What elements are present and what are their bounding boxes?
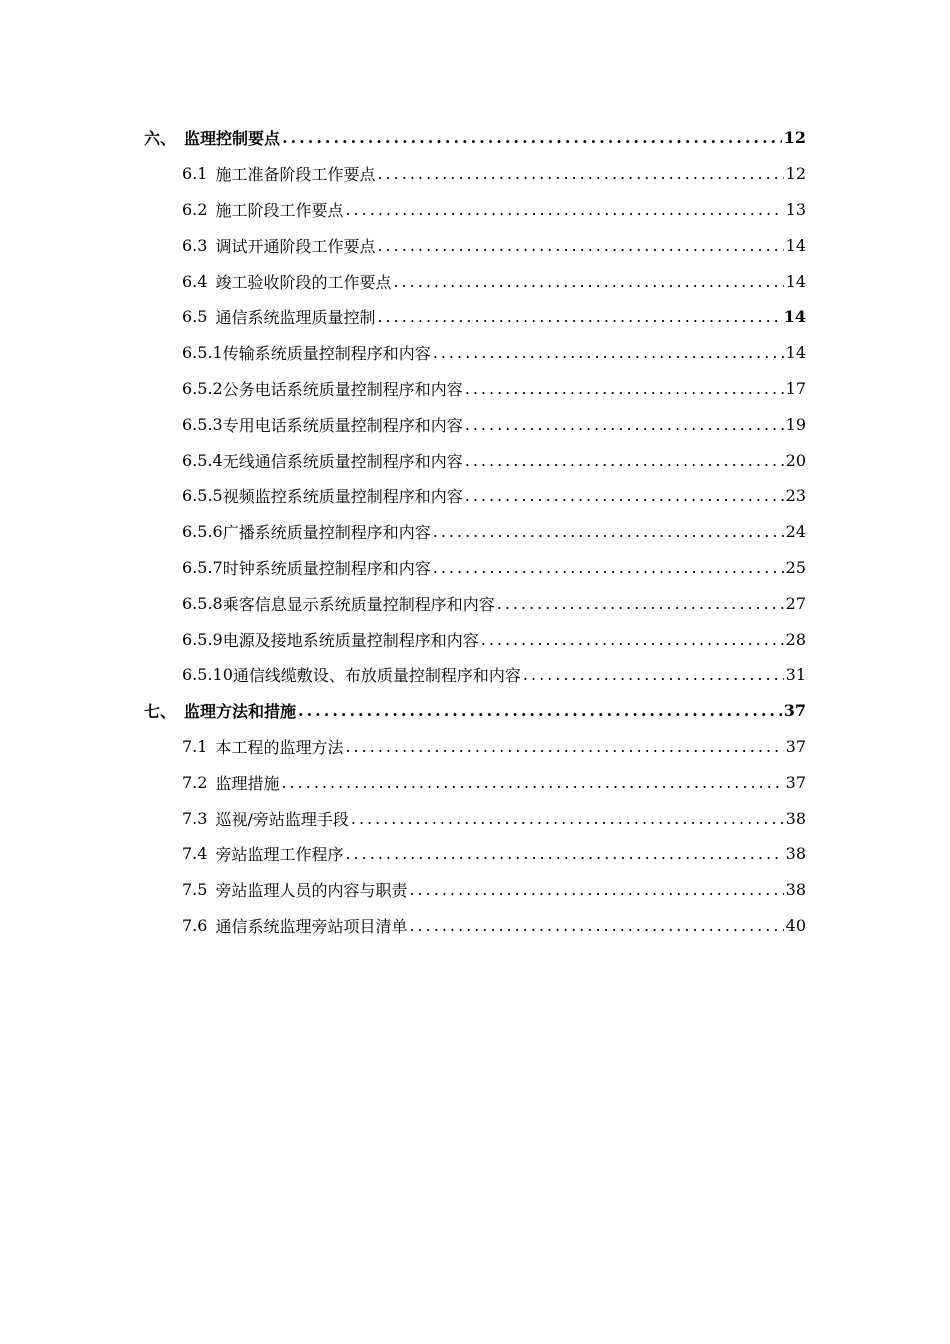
toc-entry-title: 公务电话系统质量控制程序和内容 [222,379,463,399]
toc-entry-title: 无线通信系统质量控制程序和内容 [222,451,463,471]
toc-entry-title: 电源及接地系统质量控制程序和内容 [222,630,479,650]
toc-page-number: 13 [785,199,806,219]
toc-entry-title: 旁站监理工作程序 [215,845,344,865]
toc-entry-number: 6.5.5 [182,486,223,506]
toc-dot-leader [377,164,783,183]
toc-section-entry[interactable] [0,657,806,693]
toc-chapter-entry[interactable] [0,120,806,156]
toc-page-number: 37 [783,701,806,721]
toc-section-entry[interactable] [0,514,806,550]
toc-dot-leader [281,773,783,792]
toc-entry-title: 监理控制要点 [184,129,281,149]
toc-entry-title: 视频监控系统质量控制程序和内容 [222,487,463,507]
toc-entry-title: 施工阶段工作要点 [215,200,344,220]
toc-entry-title: 调试开通阶段工作要点 [215,236,376,256]
toc-page-number: 38 [785,880,806,900]
toc-page-number: 14 [785,271,806,291]
toc-dot-leader [298,701,782,720]
toc-entry-title: 监理措施 [215,773,280,793]
toc-dot-leader [377,236,783,255]
toc-entry-title: 广播系统质量控制程序和内容 [222,523,431,543]
toc-page-number: 27 [785,593,806,613]
toc-dot-leader [351,809,784,828]
toc-entry-number: 6.5.1 [182,343,223,363]
toc-entry-title: 时钟系统质量控制程序和内容 [222,558,431,578]
toc-entry-number: 7.4 [182,844,208,864]
toc-dot-leader [465,451,784,470]
toc-page-number: 28 [785,629,806,649]
toc-entry-number: 6.5.6 [182,522,223,542]
toc-entry-number: 7.1 [182,736,208,756]
toc-page-number: 37 [785,736,806,756]
toc-section-entry[interactable] [0,550,806,586]
toc-entry-number: 6.5.8 [182,593,223,613]
toc-entry-title: 专用电话系统质量控制程序和内容 [222,415,463,435]
toc-entry-title: 竣工验收阶段的工作要点 [215,272,392,292]
toc-dot-leader [282,128,782,147]
toc-dot-leader [409,916,783,935]
toc-page-number: 31 [785,665,806,685]
toc-dot-leader [465,415,784,434]
toc-entry-number: 6.5.10 [182,665,233,685]
toc-page-number: 14 [783,307,806,327]
toc-entry-title: 本工程的监理方法 [215,737,344,757]
toc-page-number: 37 [785,772,806,792]
toc-entry-number: 7.5 [182,880,208,900]
toc-entry-number: 6.3 [182,235,208,255]
toc-section-entry[interactable] [0,335,806,371]
toc-section-entry[interactable] [0,764,806,800]
toc-entry-title: 通信线缆敷设、布放质量控制程序和内容 [232,666,521,686]
toc-page-number: 20 [785,450,806,470]
toc-section-entry[interactable] [0,263,806,299]
toc-section-entry[interactable] [0,227,806,263]
toc-dot-leader [377,307,781,326]
toc-dot-leader [345,844,783,863]
toc-entry-number: 6.5 [182,307,208,327]
toc-dot-leader [465,486,784,505]
toc-entry-number: 6.4 [182,271,208,291]
toc-section-entry[interactable] [0,621,806,657]
toc-entry-number: 六、 [144,129,177,149]
toc-page-number: 19 [785,414,806,434]
toc-section-entry[interactable] [0,908,806,944]
toc-page-number: 17 [785,378,806,398]
toc-entry-title: 通信系统监理旁站项目清单 [215,916,408,936]
toc-page-number: 38 [785,844,806,864]
toc-dot-leader [393,272,783,291]
toc-page-number: 14 [785,343,806,363]
toc-dot-leader [433,343,784,362]
toc-dot-leader [345,737,783,756]
toc-dot-leader [433,558,784,577]
toc-page-number: 38 [785,808,806,828]
toc-section-entry[interactable] [0,585,806,621]
toc-page-number: 24 [785,522,806,542]
toc-section-entry[interactable] [0,192,806,228]
toc-chapter-entry[interactable] [0,693,806,729]
toc-page-number: 12 [783,128,806,148]
toc-entry-title: 传输系统质量控制程序和内容 [222,344,431,364]
toc-dot-leader [523,665,784,684]
toc-entry-title: 乘客信息显示系统质量控制程序和内容 [222,594,495,614]
toc-section-entry[interactable] [0,371,806,407]
toc-dot-leader [497,594,784,613]
toc-section-entry[interactable] [0,406,806,442]
toc-dot-leader [465,379,784,398]
toc-dot-leader [481,630,784,649]
toc-section-entry[interactable] [0,442,806,478]
toc-section-entry[interactable] [0,836,806,872]
toc-entry-number: 7.6 [182,915,208,935]
toc-page-number: 40 [785,915,806,935]
toc-section-entry[interactable] [0,299,806,335]
toc-page-number: 23 [785,486,806,506]
toc-dot-leader [345,200,783,219]
toc-entry-number: 6.5.2 [182,378,223,398]
toc-section-entry[interactable] [0,800,806,836]
toc-page-number: 12 [785,164,806,184]
toc-entry-number: 7.2 [182,772,208,792]
toc-entry-number: 6.5.4 [182,450,223,470]
toc-entry-title: 监理方法和措施 [184,702,297,722]
toc-section-entry[interactable] [0,156,806,192]
toc-page-number: 25 [785,557,806,577]
toc-entry-number: 7.3 [182,808,208,828]
toc-entry-title: 施工准备阶段工作要点 [215,165,376,185]
toc-section-entry[interactable] [0,478,806,514]
toc-entry-number: 6.5.3 [182,414,223,434]
toc-entry-number: 6.1 [182,164,208,184]
toc-entry-number: 6.5.7 [182,557,223,577]
table-of-contents [0,120,950,943]
toc-entry-title: 巡视/旁站监理手段 [215,809,349,829]
toc-entry-title: 通信系统监理质量控制 [215,308,376,328]
toc-entry-number: 6.2 [182,199,208,219]
toc-section-entry[interactable] [0,729,806,765]
toc-section-entry[interactable] [0,872,806,908]
toc-entry-number: 七、 [144,702,177,722]
toc-entry-title: 旁站监理人员的内容与职责 [215,881,408,901]
toc-dot-leader [409,880,783,899]
toc-dot-leader [433,522,784,541]
toc-page-number: 14 [785,235,806,255]
toc-entry-number: 6.5.9 [182,629,223,649]
